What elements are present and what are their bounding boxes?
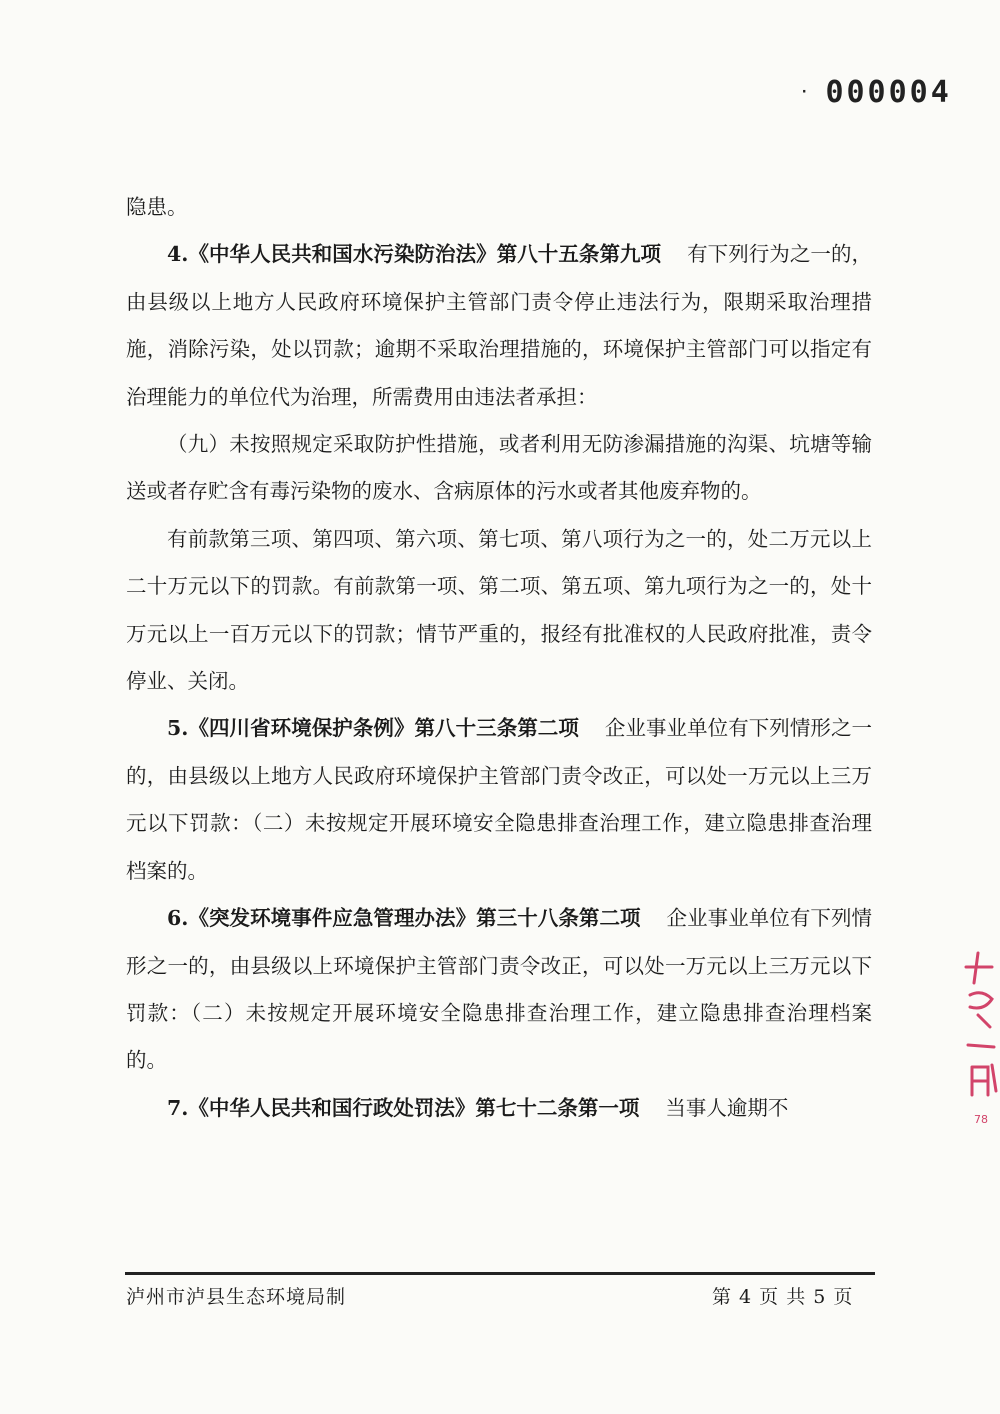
dot-mark: · [800,84,812,100]
paragraph-p0 [126,184,872,231]
paragraph-p4 [126,705,872,895]
footer-rule [125,1272,875,1275]
seal-stamp-fragment [948,945,1000,1135]
statute-heading: 7.《中华人民共和国行政处罚法》第七十二条第一项 [167,1095,640,1120]
paragraph-text: 隐患。 [126,195,188,219]
statute-heading: 4.《中华人民共和国水污染防治法》第八十五条第九项 [167,242,662,267]
footer-issuer: 泸州市泸县生态环境局制 [126,1286,347,1308]
paragraph-text: 企业事业单位有下列情形之一的，由县级以上环境保护主管部门责令改正，可以处一万元以上三万元以下罚款：（二）未按规定开展环境安全隐患排查治理工作，建立隐患排查治理档案的。 [126,906,872,1073]
document-number-text: 000004 [825,75,952,110]
paragraph-text: 有前款第三项、第四项、第六项、第七项、第八项行为之一的，处二万元以上二十万元以下的罚款。有前款第一项、第二项、第五项、第九项行为之一的，处十万元以上一百万元以下的罚款；情节严重的，报经有批准权的人民政府批准，责令停业、关闭。 [126,526,872,694]
paragraph-p1 [126,231,872,421]
paragraph-text: 当事人逾期不 [665,1095,789,1120]
paragraph-text: （九）未按照规定采取防护性措施，或者利用无防渗漏措施的沟渠、坑塘等输送或者存贮含有毒污染物的废水、含病原体的污水或者其他废弃物的。 [126,432,872,504]
paragraph-p6 [126,1085,872,1132]
paragraph-text: 企业事业单位有下列情形之一的，由县级以上地方人民政府环境保护主管部门责令改正，可以处一万元以上三万元以下罚款：（二）未按规定开展环境安全隐患排查治理工作，建立隐患排查治理档案的。 [126,716,873,883]
paragraph-p2 [126,421,872,516]
svg-text:78: 78 [974,1113,988,1126]
document-body [126,184,872,1132]
paragraph-text: 有下列行为之一的，由县级以上地方人民政府环境保护主管部门责令停止违法行为，限期采取治理措施，消除污染，处以罚款；逾期不采取治理措施的，环境保护主管部门可以指定有治理能力的单位代为治理，所需费用由违法者承担： [126,242,873,409]
paragraph-p5 [126,895,872,1085]
paragraph-p3 [126,516,872,706]
statute-heading: 5.《四川省环境保护条例》第八十三条第二项 [167,716,579,741]
footer-page-number: 第 4 页 共 5 页 [712,1286,854,1308]
statute-heading: 6.《突发环境事件应急管理办法》第三十八条第二项 [167,906,641,931]
document-number [800,75,952,110]
